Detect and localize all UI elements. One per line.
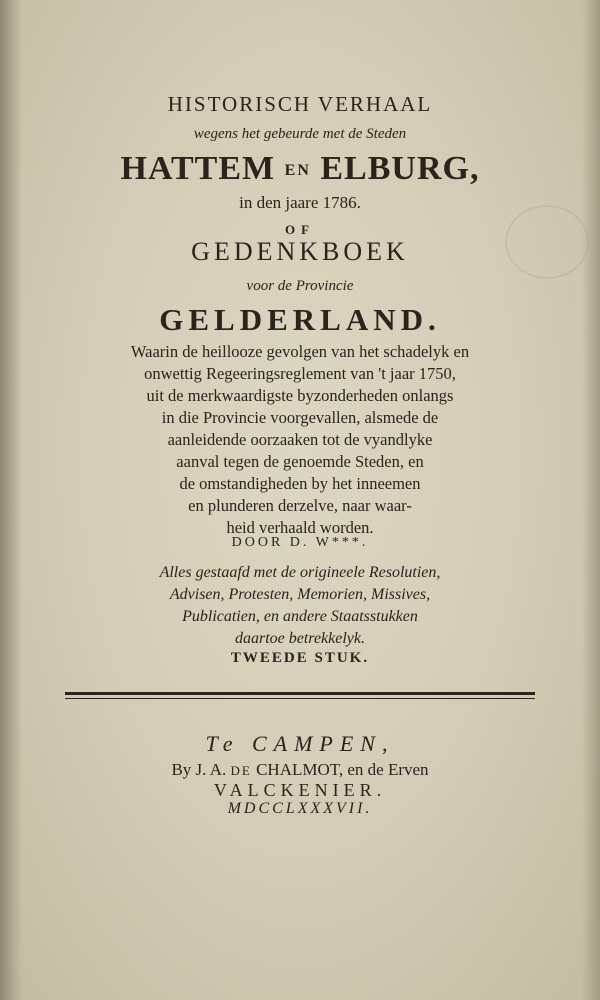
thin-rule bbox=[65, 698, 535, 699]
supplement-line: Alles gestaafd met de origineele Resolutien, bbox=[159, 564, 441, 581]
title-historisch-verhaal: HISTORISCH VERHAAL bbox=[167, 92, 433, 116]
description-line: Waarin de heillooze gevolgen van het schadelyk en bbox=[130, 342, 470, 361]
description-line: onwettig Regeeringsreglement van 't jaar 1750, bbox=[144, 364, 456, 383]
imprint-year: MDCCLXXXVII. bbox=[227, 800, 373, 817]
description-paragraph bbox=[0, 341, 600, 539]
supplement-line: Advisen, Protesten, Memorien, Missives, bbox=[169, 586, 431, 603]
title-hattem: HATTEM bbox=[120, 150, 276, 187]
supplement-paragraph bbox=[0, 562, 600, 650]
description-line: aanval tegen de genoemde Steden, en bbox=[176, 452, 424, 471]
supplement-line: daartoe betrekkelyk. bbox=[234, 630, 365, 647]
title-elburg: ELBURG, bbox=[320, 150, 480, 187]
imprint-valckenier: VALCKENIER. bbox=[213, 780, 387, 800]
description-line: uit de merkwaardigste byzonderheden onlangs bbox=[146, 386, 454, 405]
title-gedenkboek: GEDENKBOEK bbox=[191, 237, 409, 266]
title-year-line: in den jaare 1786. bbox=[239, 193, 361, 212]
title-of: OF bbox=[284, 222, 316, 237]
imprint-de: DE bbox=[230, 763, 252, 778]
imprint-chalmot: CHALMOT, en de Erven bbox=[256, 760, 429, 779]
imprint-publisher-line bbox=[0, 760, 600, 780]
title-wegens-line: wegens het gebeurde met de Steden bbox=[193, 126, 407, 142]
title-en: EN bbox=[284, 162, 311, 180]
title-voor-de-provincie: voor de Provincie bbox=[246, 278, 354, 294]
imprint-by: By J. A. bbox=[171, 760, 227, 779]
thick-rule bbox=[65, 692, 535, 695]
author-line: DOOR D. W***. bbox=[231, 535, 369, 550]
title-gelderland: GELDERLAND. bbox=[159, 302, 441, 337]
description-line: en plunderen derzelve, naar waar- bbox=[188, 496, 412, 515]
tweede-stuk: TWEEDE STUK. bbox=[230, 650, 370, 666]
title-hattem-elburg bbox=[0, 150, 600, 188]
description-line: heid verhaald worden. bbox=[226, 518, 374, 537]
description-line: in die Provincie voorgevallen, alsmede de bbox=[161, 408, 439, 427]
imprint-place: Te CAMPEN, bbox=[205, 731, 395, 756]
supplement-line: Publicatien, en andere Staatsstukken bbox=[182, 608, 418, 625]
description-line: de omstandigheden by het inneemen bbox=[179, 474, 421, 493]
description-line: aanleidende oorzaaken tot de vyandlyke bbox=[167, 430, 433, 449]
